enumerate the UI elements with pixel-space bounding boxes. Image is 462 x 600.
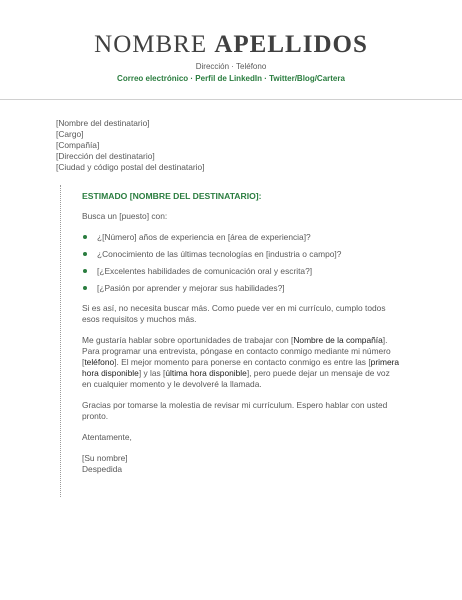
list-item: [82, 249, 400, 260]
paragraph-contact-text: ], pero puede dejar un mensaje de voz en cualquier momento y le devolveré la llamada.: [82, 368, 390, 389]
signature-block: [82, 453, 400, 475]
intro-paragraph: Busca un [puesto] con:: [82, 211, 168, 221]
paragraph-contact: [82, 335, 400, 390]
recipient-title: [Cargo]: [56, 129, 84, 139]
bullet-text: ¿Conocimiento de las últimas tecnologías en [industria o campo]?: [97, 249, 342, 259]
bullet-text: ¿[Número] años de experiencia en [área de experiencia]?: [97, 232, 311, 242]
bullet-text: [¿Pasión por aprender y mejorar sus habilidades?]: [97, 283, 285, 293]
paragraph-thanks: Gracias por tomarse la molestia de revisar mi currículum. Espero hablar con usted pronto.: [82, 400, 388, 421]
letter-header: [0, 30, 462, 83]
first-time-placeholder: primera hora disponible: [82, 357, 400, 378]
recipient-block: [56, 118, 205, 173]
links-line: Correo electrónico · Perfil de LinkedIn · Twitter/Blog/Cartera: [117, 74, 345, 83]
list-item: [82, 232, 400, 243]
paragraph-contact-text: Me gustaría hablar sobre oportunidades de trabajar con [: [82, 335, 294, 345]
closing: Atentamente,: [82, 432, 132, 442]
bullet-icon: [83, 269, 87, 273]
phone-placeholder: teléfono: [84, 357, 115, 367]
company-placeholder: Nombre de la compañía: [293, 335, 383, 345]
signature-farewell: Despedida: [82, 464, 123, 474]
header-divider: [0, 99, 462, 100]
bullet-icon: [83, 252, 87, 256]
dotted-margin-line: [60, 185, 61, 497]
paragraph-contact-text: ]. El mejor momento para ponerse en contacto conmigo es entre las [: [114, 357, 371, 367]
applicant-name: [0, 30, 462, 60]
contact-line: Dirección · Teléfono: [195, 62, 267, 71]
first-name: NOMBRE: [94, 31, 208, 58]
salutation: ESTIMADO [NOMBRE DEL DESTINATARIO]:: [82, 191, 262, 201]
letter-body: [82, 191, 400, 475]
signature-name: [Su nombre]: [82, 453, 128, 463]
last-time-placeholder: última hora disponible: [165, 368, 247, 378]
paragraph-contact-text: ]. Para programar una entrevista, póngase en contacto conmigo mediante mi número [: [82, 335, 391, 367]
bullet-text: [¿Excelentes habilidades de comunicación oral y escrita?]: [97, 266, 313, 276]
paragraph-contact-text: ] y las [: [138, 368, 166, 378]
bullet-icon: [83, 235, 87, 239]
recipient-address: [Dirección del destinatario]: [56, 151, 155, 161]
paragraph-qualifications: Si es así, no necesita buscar más. Como puede ver en mi currículo, cumplo todos esos requisitos y muchos más.: [82, 303, 386, 324]
recipient-city: [Ciudad y código postal del destinatario]: [56, 162, 205, 172]
recipient-name: [Nombre del destinatario]: [56, 118, 150, 128]
qualifications-list: [82, 232, 400, 294]
bullet-icon: [83, 286, 87, 290]
last-name: APELLIDOS: [214, 31, 368, 58]
recipient-company: [Compañía]: [56, 140, 100, 150]
list-item: [82, 283, 400, 294]
list-item: [82, 266, 400, 277]
